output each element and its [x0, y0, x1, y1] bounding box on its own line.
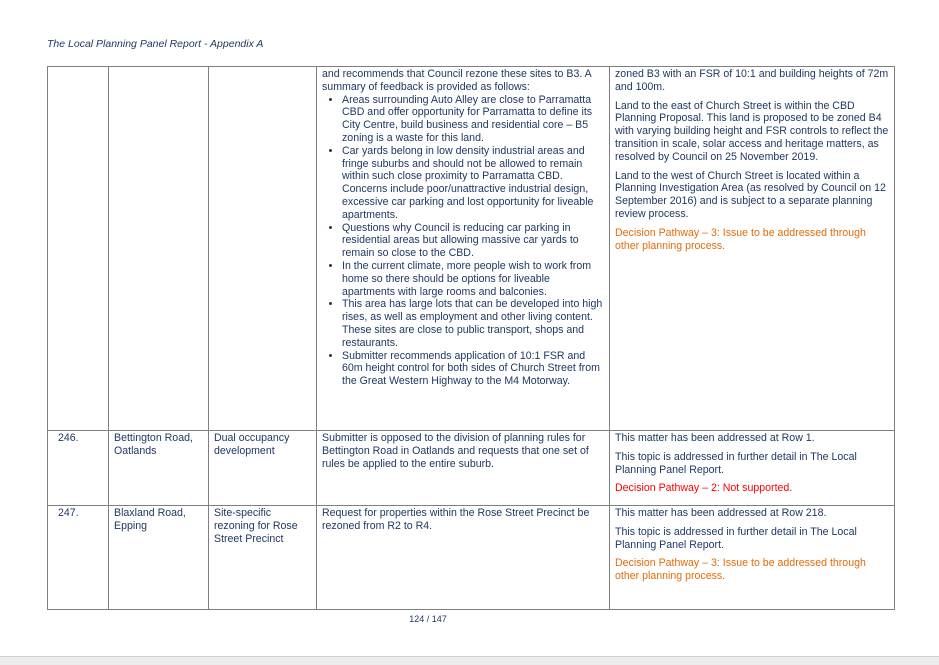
response-text: This matter has been addressed at Row 218.: [615, 507, 827, 519]
response-text: This topic is addressed in further detail in The Local Planning Panel Report.: [615, 525, 857, 551]
list-item: • In the current climate, more people wish to work from home so there should be options for liveable apartments with large rooms and balconies.: [342, 260, 604, 298]
location-cell: [109, 67, 209, 431]
submission-cell: [317, 431, 610, 506]
topic-cell: Dual occupancy development: [209, 431, 317, 506]
list-item: • Questions why Council is reducing car parking in residential areas but allowing massive car yards to remain so close to the CBD.: [342, 222, 604, 260]
list-item: • Areas surrounding Auto Alley are close to Parramatta CBD and offer opportunity for Parramatta to define its City Centre, build business and residential core – B5 zoning is a waste for this land.: [342, 94, 604, 145]
row-number-cell: [48, 67, 109, 431]
submission-cell: [317, 67, 610, 431]
submission-cell: [317, 506, 610, 610]
submission-text: Request for properties within the Rose Street Precinct be rezoned from R2 to R4.: [322, 507, 590, 532]
submission-text: and recommends that Council rezone these sites to B3. A summary of feedback is provided as follows:: [322, 68, 592, 93]
response-text: This topic is addressed in further detail in The Local Planning Panel Report.: [615, 450, 857, 476]
decision-pathway: Decision Pathway – 3: Issue to be addressed through other planning process.: [615, 557, 866, 583]
topic-cell: Site-specific rezoning for Rose Street Precinct: [209, 506, 317, 610]
response-cell: [610, 67, 895, 431]
location-cell: Blaxland Road, Epping: [109, 506, 209, 610]
response-text: This matter has been addressed at Row 1.: [615, 432, 815, 444]
report-header-title: The Local Planning Panel Report - Appendix A: [47, 38, 264, 50]
response-text: Land to the east of Church Street is within the CBD Planning Proposal. This land is proposed to be zoned B4 with varying building height and FSR controls to reflect the transition in scale, solar access and heritage matters, as resolved by Council on 25 November 2019.: [615, 99, 889, 163]
list-item: • Submitter recommends application of 10:1 FSR and 60m height control for both sides of Church Street from the Great Western Highway to the M4 Motorway.: [342, 350, 604, 388]
row-number-cell: 247.: [48, 506, 109, 610]
submissions-table: [47, 66, 895, 610]
feedback-list: [322, 94, 604, 388]
response-text: zoned B3 with an FSR of 10:1 and building heights of 72m and 100m.: [615, 68, 889, 93]
decision-pathway: Decision Pathway – 2: Not supported.: [615, 482, 793, 495]
page-number: 124 / 147: [409, 614, 447, 624]
decision-pathway: Decision Pathway – 3: Issue to be addressed through other planning process.: [615, 226, 866, 252]
table-row: [48, 506, 895, 610]
list-item: • This area has large lots that can be developed into high rises, as well as employment and other living content. These sites are close to public transport, shops and restaurants.: [342, 298, 604, 349]
response-cell: [610, 506, 895, 610]
response-cell: [610, 431, 895, 506]
submission-text: Submitter is opposed to the division of planning rules for Bettington Road in Oatlands and requests that one set of rules be applied to the entire suburb.: [322, 432, 589, 470]
table-row: [48, 431, 895, 506]
topic-cell: [209, 67, 317, 431]
row-number-cell: 246.: [48, 431, 109, 506]
location-cell: Bettington Road, Oatlands: [109, 431, 209, 506]
list-item: • Car yards belong in low density industrial areas and fringe suburbs and should not be allowed to remain within such close proximity to Parramatta CBD. Concerns include poor/unattractive industrial design, excessive car parking and lost opportunity for liveable apartments.: [342, 145, 604, 222]
table-row: [48, 67, 895, 431]
response-text: Land to the west of Church Street is located within a Planning Investigation Area (as resolved by Council on 12 September 2016) and is subject to a separate planning review process.: [615, 169, 886, 220]
